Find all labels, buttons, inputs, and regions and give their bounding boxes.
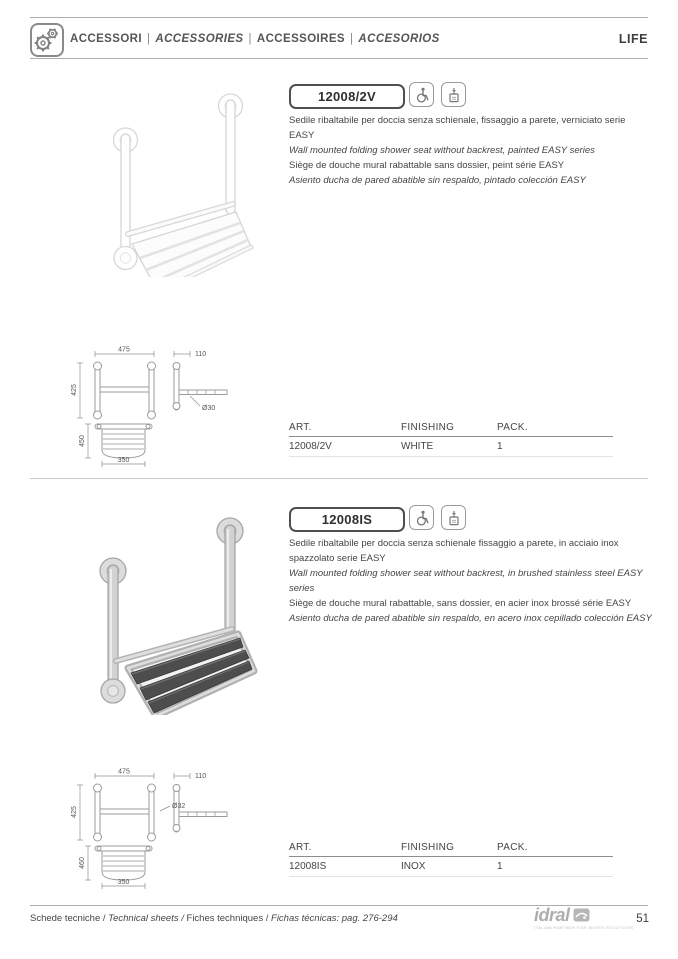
cell-finishing: WHITE	[401, 441, 434, 452]
description-es: Asiento ducha de pared abatible sin respaldo, en acero inox cepillado colección EASY	[289, 613, 652, 624]
dim-width: 475	[118, 346, 130, 354]
product-descriptions	[289, 536, 653, 626]
dim-seat-width: 350	[117, 879, 130, 886]
load-capacity-icon	[441, 82, 466, 107]
title-separator: |	[350, 33, 354, 45]
category-fr: ACCESSOIRES	[256, 33, 346, 45]
table-row	[289, 857, 613, 877]
dim-seat-width: 350	[117, 457, 130, 464]
cell-art: 12008IS	[289, 861, 327, 872]
dim-seat-depth: 450	[79, 435, 86, 447]
cell-pack: 1	[497, 441, 503, 452]
dim-side-depth: 110	[195, 351, 207, 358]
col-finishing: FINISHING	[401, 842, 455, 853]
dim-height: 425	[71, 384, 78, 396]
category-es: ACCESORIOS	[358, 33, 440, 45]
col-art: ART.	[289, 422, 312, 433]
gears-icon	[30, 23, 64, 57]
dim-width: 475	[118, 768, 130, 776]
description-es: Asiento ducha de pared abatible sin respaldo, pintado colección EASY	[289, 175, 586, 186]
col-finishing: FINISHING	[401, 422, 455, 433]
description-en: Wall mounted folding shower seat without backrest, in brushed stainless steel EASY series	[289, 568, 643, 594]
description-en: Wall mounted folding shower seat without backrest, painted EASY series	[289, 145, 595, 156]
product-photo	[48, 82, 263, 277]
col-art: ART.	[289, 842, 312, 853]
top-rule	[30, 17, 648, 18]
brand-emblem-icon	[573, 908, 590, 922]
dim-side-depth: 110	[195, 773, 207, 780]
spec-table	[289, 419, 613, 457]
gears-icon-glyph	[32, 25, 62, 55]
technical-drawing	[62, 342, 252, 468]
product-photo	[42, 503, 272, 715]
dim-tube-diameter: Ø30	[202, 405, 216, 412]
product-code-badge: 12008/2V	[289, 84, 405, 109]
description-it: Sedile ribaltabile per doccia senza schienale, fissaggio a parete, verniciato serie EASY	[289, 115, 626, 141]
spec-table	[289, 839, 613, 877]
collection-name: LIFE	[618, 32, 648, 46]
footer-note-it: Schede tecniche /	[30, 913, 109, 924]
section-divider	[30, 478, 648, 479]
footer-note	[30, 913, 398, 924]
dim-seat-depth: 460	[79, 857, 86, 869]
dim-height: 425	[71, 806, 78, 818]
technical-drawing	[62, 764, 252, 890]
description-fr: Siège de douche mural rabattable, sans dossier, en acier inox brossé série EASY	[289, 598, 632, 609]
wheelchair-icon	[409, 505, 434, 530]
brand-logo	[534, 905, 634, 930]
cell-finishing: INOX	[401, 861, 426, 872]
title-separator: |	[248, 33, 252, 45]
header-rule	[30, 58, 648, 59]
col-pack: PACK.	[497, 422, 528, 433]
footer-note-en: Technical sheets /	[108, 913, 187, 924]
description-it: Sedile ribaltabile per doccia senza schienale fissaggio a parete, in acciaio inox spazzolato serie EASY	[289, 538, 619, 564]
category-en: ACCESSORIES	[155, 33, 244, 45]
footer-note-fr: Fiches techniques /	[186, 913, 272, 924]
page-number: 51	[636, 913, 649, 925]
brand-tagline: ITALIAN PARTNER FOR WATER SOLUTIONS	[534, 925, 634, 930]
product-descriptions	[289, 113, 653, 188]
cell-pack: 1	[497, 861, 503, 872]
description-fr: Siège de douche mural rabattable sans dossier, peint série EASY	[289, 160, 565, 171]
page-title	[70, 33, 440, 45]
load-capacity-icon	[441, 505, 466, 530]
title-separator: |	[146, 33, 151, 45]
footer-note-es: Fichas técnicas: pag. 276-294	[271, 913, 398, 924]
col-pack: PACK.	[497, 842, 528, 853]
dim-tube-diameter: Ø32	[172, 803, 186, 810]
table-row	[289, 437, 613, 457]
category-it: ACCESSORI	[70, 33, 142, 45]
brand-name: idral	[534, 905, 570, 925]
cell-art: 12008/2V	[289, 441, 332, 452]
product-code-badge: 12008IS	[289, 507, 405, 532]
wheelchair-icon	[409, 82, 434, 107]
